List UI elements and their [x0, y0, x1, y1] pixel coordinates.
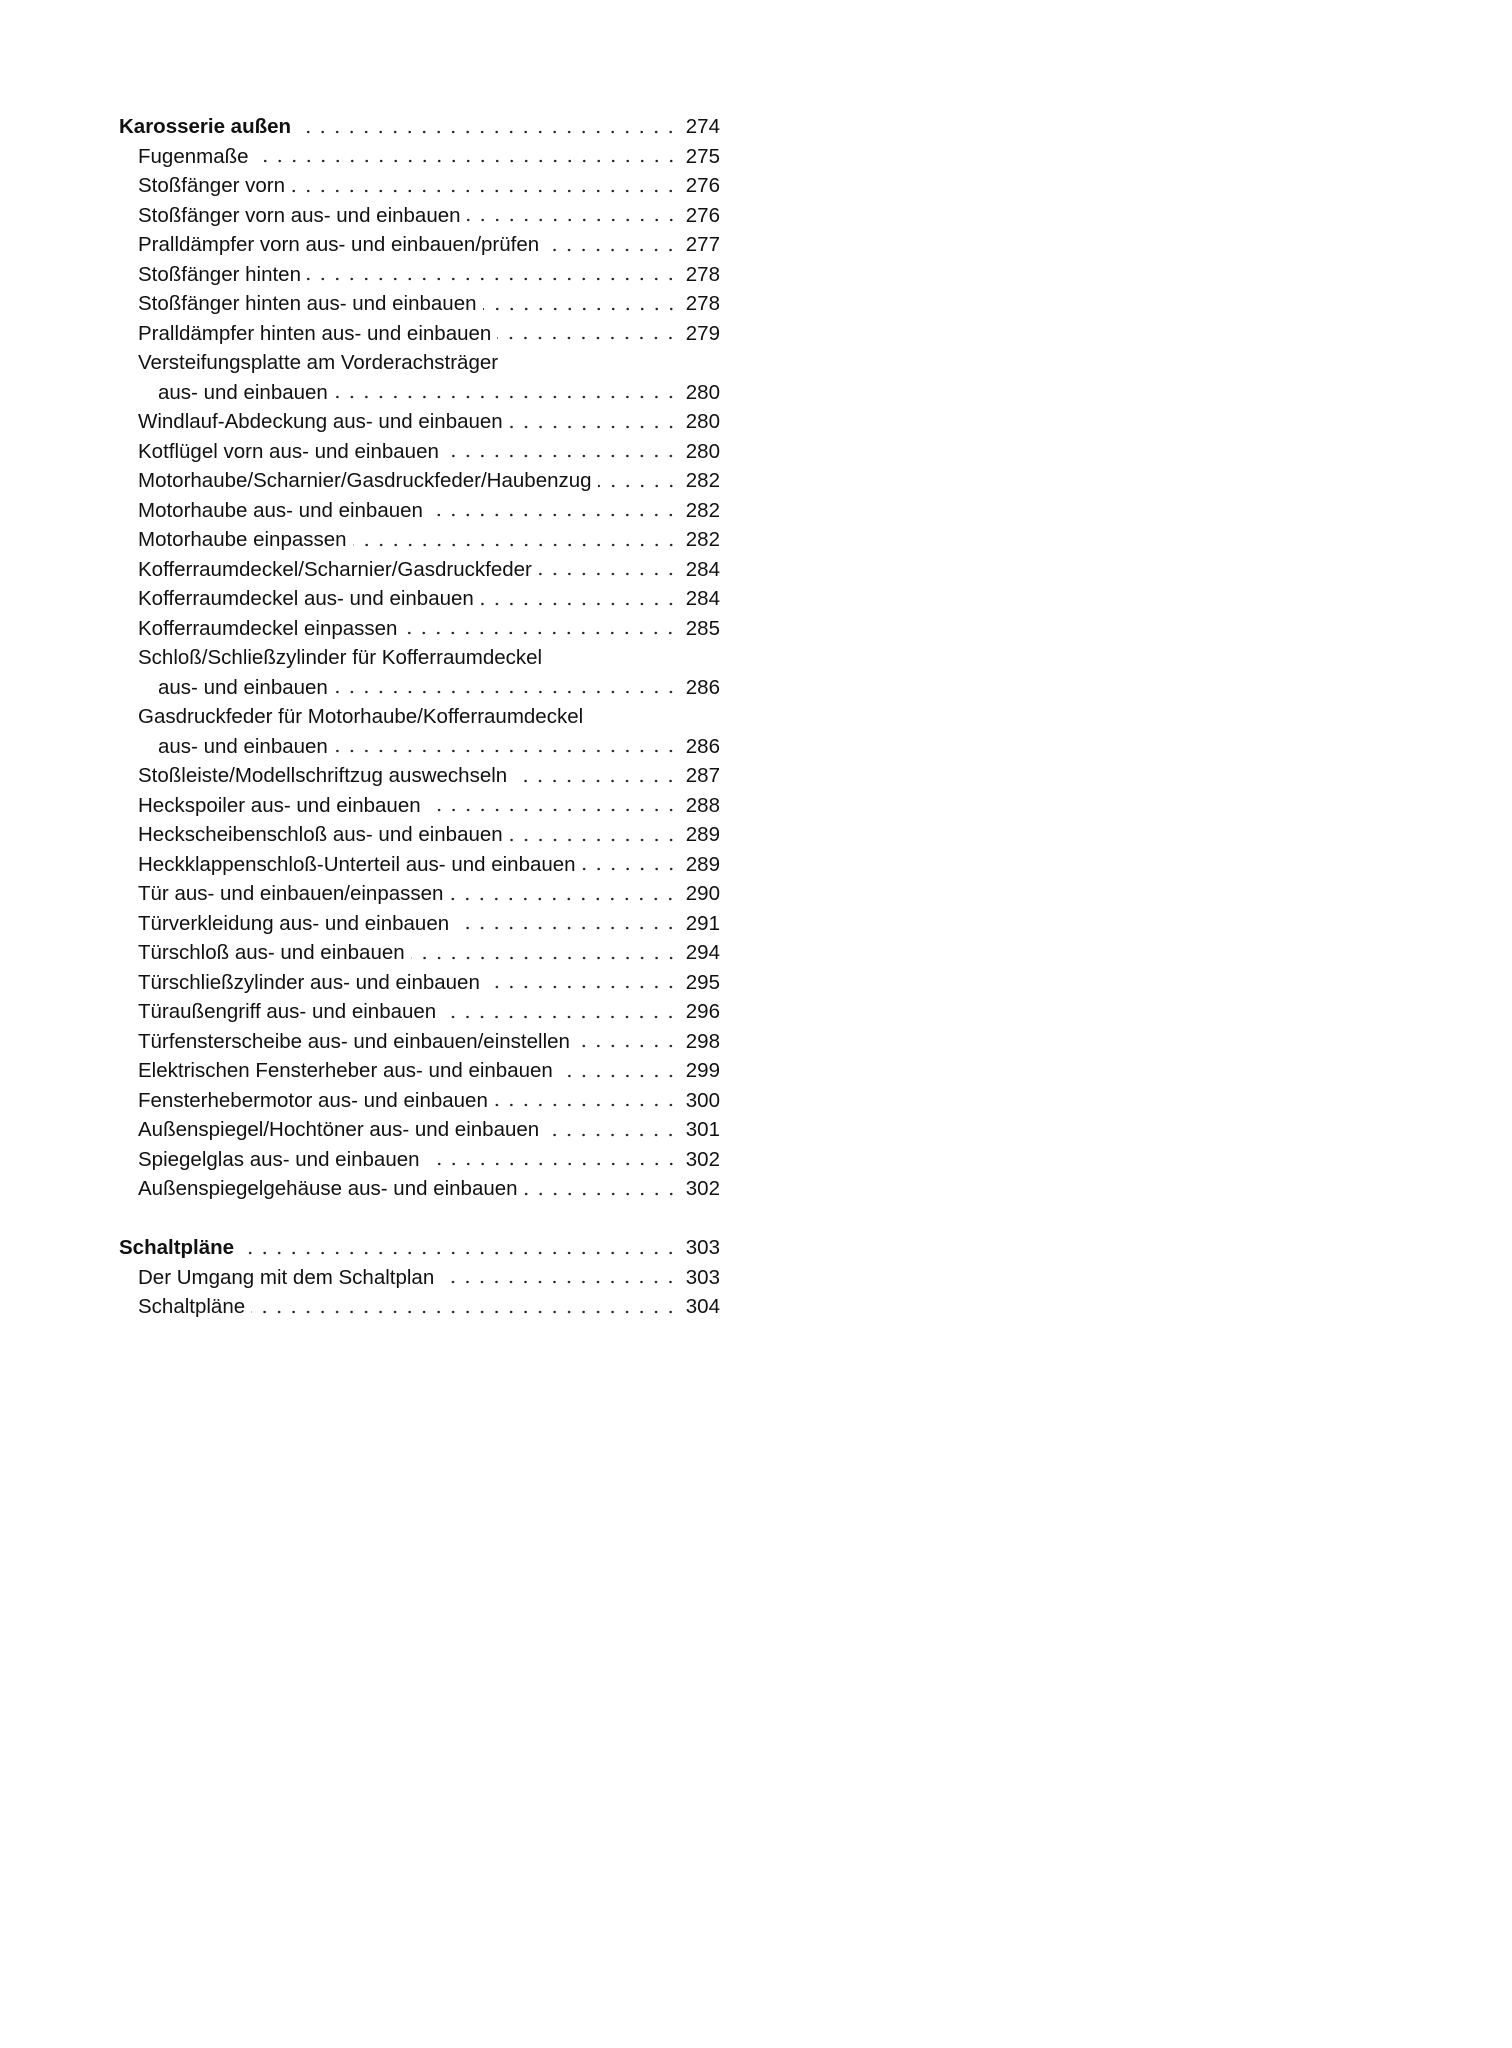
dot-leader [240, 1251, 678, 1255]
toc-entry-title: Heckscheibenschloß aus- und einbauen [138, 823, 503, 846]
toc-entry[interactable] [119, 1115, 720, 1145]
dot-leader [455, 926, 678, 930]
toc-page-number: 302 [685, 1147, 720, 1171]
toc-entry-title: Außenspiegelgehäuse aus- und einbauen [138, 1177, 518, 1200]
toc-page-number: 282 [685, 528, 720, 551]
toc-entry[interactable] [119, 1027, 720, 1057]
toc-entry-title: Tür aus- und einbauen/einpassen [138, 882, 444, 905]
toc-page-number: 294 [685, 941, 720, 964]
dot-leader [429, 513, 678, 517]
toc-entry-title: Kofferraumdeckel aus- und einbauen [138, 587, 474, 610]
toc-entry[interactable] [119, 643, 720, 673]
toc-section-heading[interactable] [119, 112, 720, 142]
dot-leader [403, 631, 678, 635]
dot-leader [353, 543, 678, 547]
toc-page-number: 300 [685, 1088, 720, 1112]
toc-entry-title: aus- und einbauen [158, 675, 328, 699]
dot-leader [449, 897, 678, 901]
toc-page-number: 280 [685, 380, 720, 404]
toc-entry[interactable] [119, 761, 720, 791]
toc-page-number: 289 [685, 852, 720, 876]
dot-leader [509, 838, 678, 842]
toc-page-number: 275 [685, 144, 720, 168]
toc-entry[interactable] [119, 1145, 720, 1175]
toc-entry-title: Karosserie außen [119, 115, 292, 138]
toc-entry-title: aus- und einbauen [158, 734, 328, 758]
dot-leader [559, 1074, 678, 1078]
toc-entry[interactable] [119, 142, 720, 172]
toc-entry-title: Elektrischen Fensterheber aus- und einbauen [138, 1059, 553, 1082]
toc-entry-continuation[interactable] [119, 673, 720, 703]
toc-entry-title: Stoßfänger vorn [138, 174, 285, 197]
toc-page-number: 299 [685, 1059, 720, 1082]
dot-leader [334, 690, 678, 694]
dot-leader [524, 1192, 678, 1196]
toc-entry-title: Spiegelglas aus- und einbauen [138, 1147, 420, 1171]
toc-entry-continuation[interactable] [119, 732, 720, 762]
dot-leader [297, 130, 678, 134]
toc-page-number: 279 [685, 321, 720, 345]
toc-entry[interactable] [119, 909, 720, 939]
toc-page-number: 285 [685, 616, 720, 640]
toc-entry[interactable] [119, 319, 720, 349]
toc-page-number: 276 [685, 203, 720, 227]
toc-entry-title: Windlauf-Abdeckung aus- und einbauen [138, 410, 503, 433]
toc-entry-title: Türverkleidung aus- und einbauen [138, 911, 450, 935]
dot-leader [483, 307, 678, 311]
toc-entry[interactable] [119, 938, 720, 968]
toc-entry-title: Der Umgang mit dem Schaltplan [138, 1265, 435, 1289]
toc-entry[interactable] [119, 466, 720, 496]
toc-page-number: 304 [685, 1295, 720, 1318]
toc-entry[interactable] [119, 997, 720, 1027]
dot-leader [538, 572, 678, 576]
toc-entry[interactable] [119, 437, 720, 467]
toc-entry[interactable] [119, 1263, 720, 1293]
section-spacer [119, 1204, 720, 1234]
toc-entry-title: Türaußengriff aus- und einbauen [138, 1000, 437, 1023]
dot-leader [334, 749, 678, 753]
dot-leader [545, 248, 678, 252]
dot-leader [497, 336, 678, 340]
dot-leader [576, 1044, 678, 1048]
dot-leader [582, 867, 678, 871]
toc-entry-title: Stoßleiste/Modellschriftzug auswechseln [138, 764, 508, 787]
toc-entry-title: Schaltpläne [138, 1295, 246, 1318]
toc-entry[interactable] [119, 1086, 720, 1116]
dot-leader [411, 956, 678, 960]
dot-leader [480, 602, 678, 606]
toc-entry-title: Motorhaube einpassen [138, 528, 347, 551]
dot-leader [598, 484, 678, 488]
toc-entry-title: Fensterhebermotor aus- und einbauen [138, 1088, 488, 1112]
toc-entry[interactable] [119, 791, 720, 821]
dot-leader [486, 985, 678, 989]
dot-leader [255, 159, 678, 163]
toc-entry-title: Kofferraumdeckel/Scharnier/Gasdruckfeder [138, 557, 532, 581]
dot-leader [440, 1280, 678, 1284]
toc-entry-title: Pralldämpfer vorn aus- und einbauen/prüfen [138, 233, 540, 256]
toc-page-number: 280 [685, 439, 720, 463]
toc-entry[interactable] [119, 289, 720, 319]
toc-entry[interactable] [119, 260, 720, 290]
dot-leader [427, 808, 678, 812]
toc-page-number: 280 [685, 410, 720, 433]
toc-entry-title: Türschloß aus- und einbauen [138, 941, 405, 964]
toc-page-number: 282 [685, 469, 720, 492]
toc-page-number: 290 [685, 882, 720, 905]
dot-leader [426, 1162, 678, 1166]
toc-entry[interactable] [119, 614, 720, 644]
toc-page-number: 282 [685, 498, 720, 522]
toc-page-number: 296 [685, 1000, 720, 1023]
toc-entry-title: Versteifungsplatte am Vorderachsträger [138, 351, 499, 374]
toc-page-number: 278 [685, 292, 720, 315]
toc-entry-title: Schloß/Schließzylinder für Kofferraumdeckel [138, 646, 543, 669]
toc-entry[interactable] [119, 348, 720, 378]
toc-entry-title: Stoßfänger vorn aus- und einbauen [138, 203, 461, 227]
toc-page-number: 287 [685, 764, 720, 787]
toc-entry-title: Heckklappenschloß-Unterteil aus- und einbauen [138, 852, 576, 876]
toc-page-number: 303 [685, 1236, 720, 1259]
dot-leader [467, 218, 678, 222]
toc-page-number: 286 [685, 675, 720, 699]
toc-entry-title: Pralldämpfer hinten aus- und einbauen [138, 321, 492, 345]
toc-page-number: 284 [685, 557, 720, 581]
toc-entry-title: Stoßfänger hinten [138, 262, 301, 286]
toc-page-number: 301 [685, 1118, 720, 1141]
toc-entry[interactable] [119, 879, 720, 909]
toc-entry-title: Stoßfänger hinten aus- und einbauen [138, 292, 477, 315]
toc-section-heading[interactable] [119, 1233, 720, 1263]
toc-entry-title: Fugenmaße [138, 144, 249, 168]
toc-entry-continuation[interactable] [119, 378, 720, 408]
dot-leader [291, 189, 678, 193]
toc-entry-title: Gasdruckfeder für Motorhaube/Kofferraumdeckel [138, 705, 584, 728]
toc-page-number: 284 [685, 587, 720, 610]
toc-entry-title: Schaltpläne [119, 1236, 235, 1259]
toc-entry-title: Kotflügel vorn aus- und einbauen [138, 439, 439, 463]
toc-page-number: 288 [685, 793, 720, 817]
toc-page-number: 274 [685, 115, 720, 138]
toc-page-number: 286 [685, 734, 720, 758]
dot-leader [251, 1310, 678, 1314]
toc-page-number: 289 [685, 823, 720, 846]
toc-entry-title: Kofferraumdeckel einpassen [138, 616, 398, 640]
dot-leader [494, 1103, 678, 1107]
toc-entry[interactable] [119, 820, 720, 850]
toc-entry-title: Außenspiegel/Hochtöner aus- und einbauen [138, 1118, 540, 1141]
toc-entry-title: Motorhaube/Scharnier/Gasdruckfeder/Haubenzug [138, 469, 592, 492]
toc-entry[interactable] [119, 496, 720, 526]
dot-leader [445, 454, 678, 458]
toc-entry-title: aus- und einbauen [158, 380, 328, 404]
toc-entry[interactable] [119, 702, 720, 732]
dot-leader [442, 1015, 678, 1019]
toc-page-number: 302 [685, 1177, 720, 1200]
toc-entry[interactable] [119, 407, 720, 437]
toc-entry-title: Türfensterscheibe aus- und einbauen/einstellen [138, 1029, 570, 1053]
toc-entry[interactable] [119, 1174, 720, 1204]
toc-entry[interactable] [119, 230, 720, 260]
toc-entry[interactable] [119, 201, 720, 231]
toc-page-number: 278 [685, 262, 720, 286]
toc-entry[interactable] [119, 584, 720, 614]
toc-page-number: 276 [685, 174, 720, 197]
toc-page-number: 295 [685, 970, 720, 994]
toc-entry[interactable] [119, 850, 720, 880]
toc-entry[interactable] [119, 968, 720, 998]
toc-page-number: 277 [685, 233, 720, 256]
toc-entry[interactable] [119, 171, 720, 201]
dot-leader [334, 395, 678, 399]
table-of-contents [119, 112, 720, 1322]
dot-leader [513, 779, 678, 783]
toc-page-number: 291 [685, 911, 720, 935]
dot-leader [509, 425, 678, 429]
toc-page-number: 303 [685, 1265, 720, 1289]
toc-entry[interactable] [119, 1056, 720, 1086]
toc-entry-title: Türschließzylinder aus- und einbauen [138, 970, 480, 994]
toc-entry-title: Motorhaube aus- und einbauen [138, 498, 423, 522]
dot-leader [545, 1133, 678, 1137]
toc-entry[interactable] [119, 555, 720, 585]
toc-entry-title: Heckspoiler aus- und einbauen [138, 793, 421, 817]
dot-leader [307, 277, 678, 281]
toc-entry[interactable] [119, 1292, 720, 1322]
toc-page-number: 298 [685, 1029, 720, 1053]
toc-entry[interactable] [119, 525, 720, 555]
